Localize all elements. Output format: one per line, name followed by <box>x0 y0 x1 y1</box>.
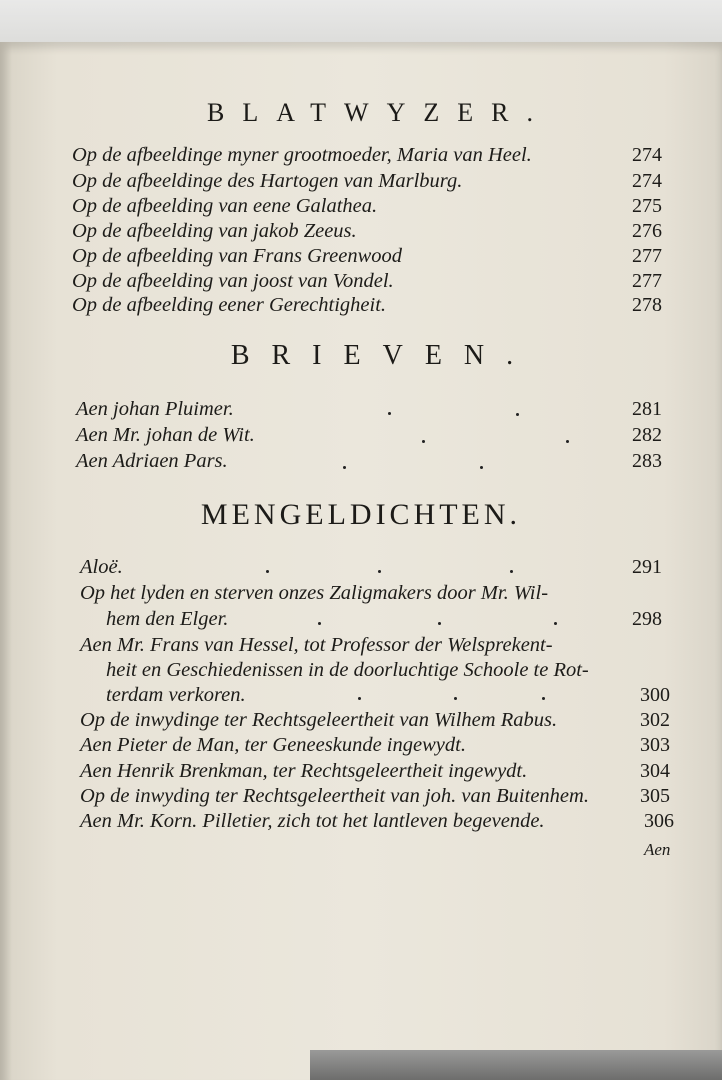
leader-dot <box>388 412 391 415</box>
list-item <box>80 634 662 660</box>
entry-page: 305 <box>640 785 670 807</box>
entry-page: 277 <box>632 270 662 292</box>
list-item <box>106 659 662 685</box>
leader-dot <box>566 440 569 443</box>
entry-title: Aen Henrik Brenkman, ter Rechtsgeleertheit ingewydt. <box>80 760 528 782</box>
list-item <box>106 608 662 634</box>
leader-dot <box>454 697 457 700</box>
list-item <box>72 270 662 296</box>
entry-title: terdam verkoren. <box>106 684 246 706</box>
entry-page: 302 <box>640 709 670 731</box>
entry-page: 281 <box>632 398 662 420</box>
leader-dot <box>266 570 269 573</box>
leader-dot <box>516 413 519 416</box>
leader-dot <box>554 622 557 625</box>
entry-title: Op de afbeelding van joost van Vondel. <box>72 270 394 292</box>
entry-title: Aloë. <box>80 556 123 578</box>
entry-title: Op de inwydinge ter Rechtsgeleertheit van Wilhem Rabus. <box>80 709 558 731</box>
page-edge-shadow <box>0 42 12 1080</box>
entry-page: 283 <box>632 450 662 472</box>
entry-page: 291 <box>632 556 662 578</box>
list-item <box>80 582 662 608</box>
leader-dot <box>438 622 441 625</box>
leader-dot <box>358 697 361 700</box>
entry-title: Op de afbeelding van eene Galathea. <box>72 195 378 217</box>
list-item <box>106 684 670 710</box>
leader-dot <box>480 466 483 469</box>
leader-dot <box>318 622 321 625</box>
list-item <box>72 220 662 246</box>
leader-dot <box>378 570 381 573</box>
underlying-page-shadow <box>310 1050 722 1080</box>
list-item <box>72 170 662 196</box>
list-item <box>72 294 662 320</box>
list-item <box>76 398 662 424</box>
entry-title: Op de afbeeldinge myner grootmoeder, Maria van Heel. <box>72 144 532 166</box>
entry-title: Aen johan Pluimer. <box>76 398 234 420</box>
entry-title: Aen Mr. Korn. Pilletier, zich tot het lantleven begevende. <box>80 810 545 832</box>
entry-page: 300 <box>640 684 670 706</box>
catchword: Aen <box>644 840 671 859</box>
entry-page: 276 <box>632 220 662 242</box>
list-item <box>76 424 662 450</box>
entry-title: Aen Pieter de Man, ter Geneeskunde ingewydt. <box>80 734 466 756</box>
entry-page: 275 <box>632 195 662 217</box>
list-item <box>80 556 662 582</box>
entry-page: 278 <box>632 294 662 316</box>
entry-page: 282 <box>632 424 662 446</box>
entry-page: 303 <box>640 734 670 756</box>
leader-dot <box>510 570 513 573</box>
list-item <box>72 245 662 271</box>
entry-title: Aen Mr. Frans van Hessel, tot Professor der Welsprekent- <box>80 634 553 656</box>
entry-title: Op de afbeelding van Frans Greenwood <box>72 245 403 267</box>
backdrop-top <box>0 0 722 46</box>
entry-title: Op de afbeeldinge des Hartogen van Marlburg. <box>72 170 463 192</box>
entry-title: Op het lyden en sterven onzes Zaligmakers door Mr. Wil- <box>80 582 549 604</box>
entry-title: Op de afbeelding eener Gerechtigheit. <box>72 294 387 316</box>
list-item <box>72 195 662 221</box>
entry-title: Op de afbeelding van jakob Zeeus. <box>72 220 357 242</box>
entry-title: Op de inwyding ter Rechtsgeleertheit van joh. van Buitenhem. <box>80 785 589 807</box>
entry-page: 306 <box>644 810 674 832</box>
entry-page: 274 <box>632 170 662 192</box>
entry-title: Aen Mr. johan de Wit. <box>76 424 255 446</box>
list-item <box>80 760 670 786</box>
leader-dot <box>542 697 545 700</box>
list-item <box>80 785 670 811</box>
entry-page: 298 <box>632 608 662 630</box>
list-item <box>80 810 674 836</box>
entry-page: 274 <box>632 144 662 166</box>
heading-mengeldichten: MENGELDICHTEN. <box>200 498 522 531</box>
entry-page: 277 <box>632 245 662 267</box>
list-item <box>80 734 670 760</box>
leader-dot <box>422 440 425 443</box>
heading-brieven: BRIEVEN. <box>230 340 536 371</box>
leader-dot <box>343 466 346 469</box>
list-item <box>80 709 670 735</box>
entry-title: Aen Adriaen Pars. <box>76 450 228 472</box>
entry-title: hem den Elger. <box>106 608 229 630</box>
heading-blatwyzer: BLATWYZER. <box>207 98 551 127</box>
entry-title: heit en Geschiedenissen in de doorluchtige Schoole te Rot- <box>106 659 589 681</box>
list-item <box>76 450 662 476</box>
list-item <box>72 144 662 170</box>
entry-page: 304 <box>640 760 670 782</box>
